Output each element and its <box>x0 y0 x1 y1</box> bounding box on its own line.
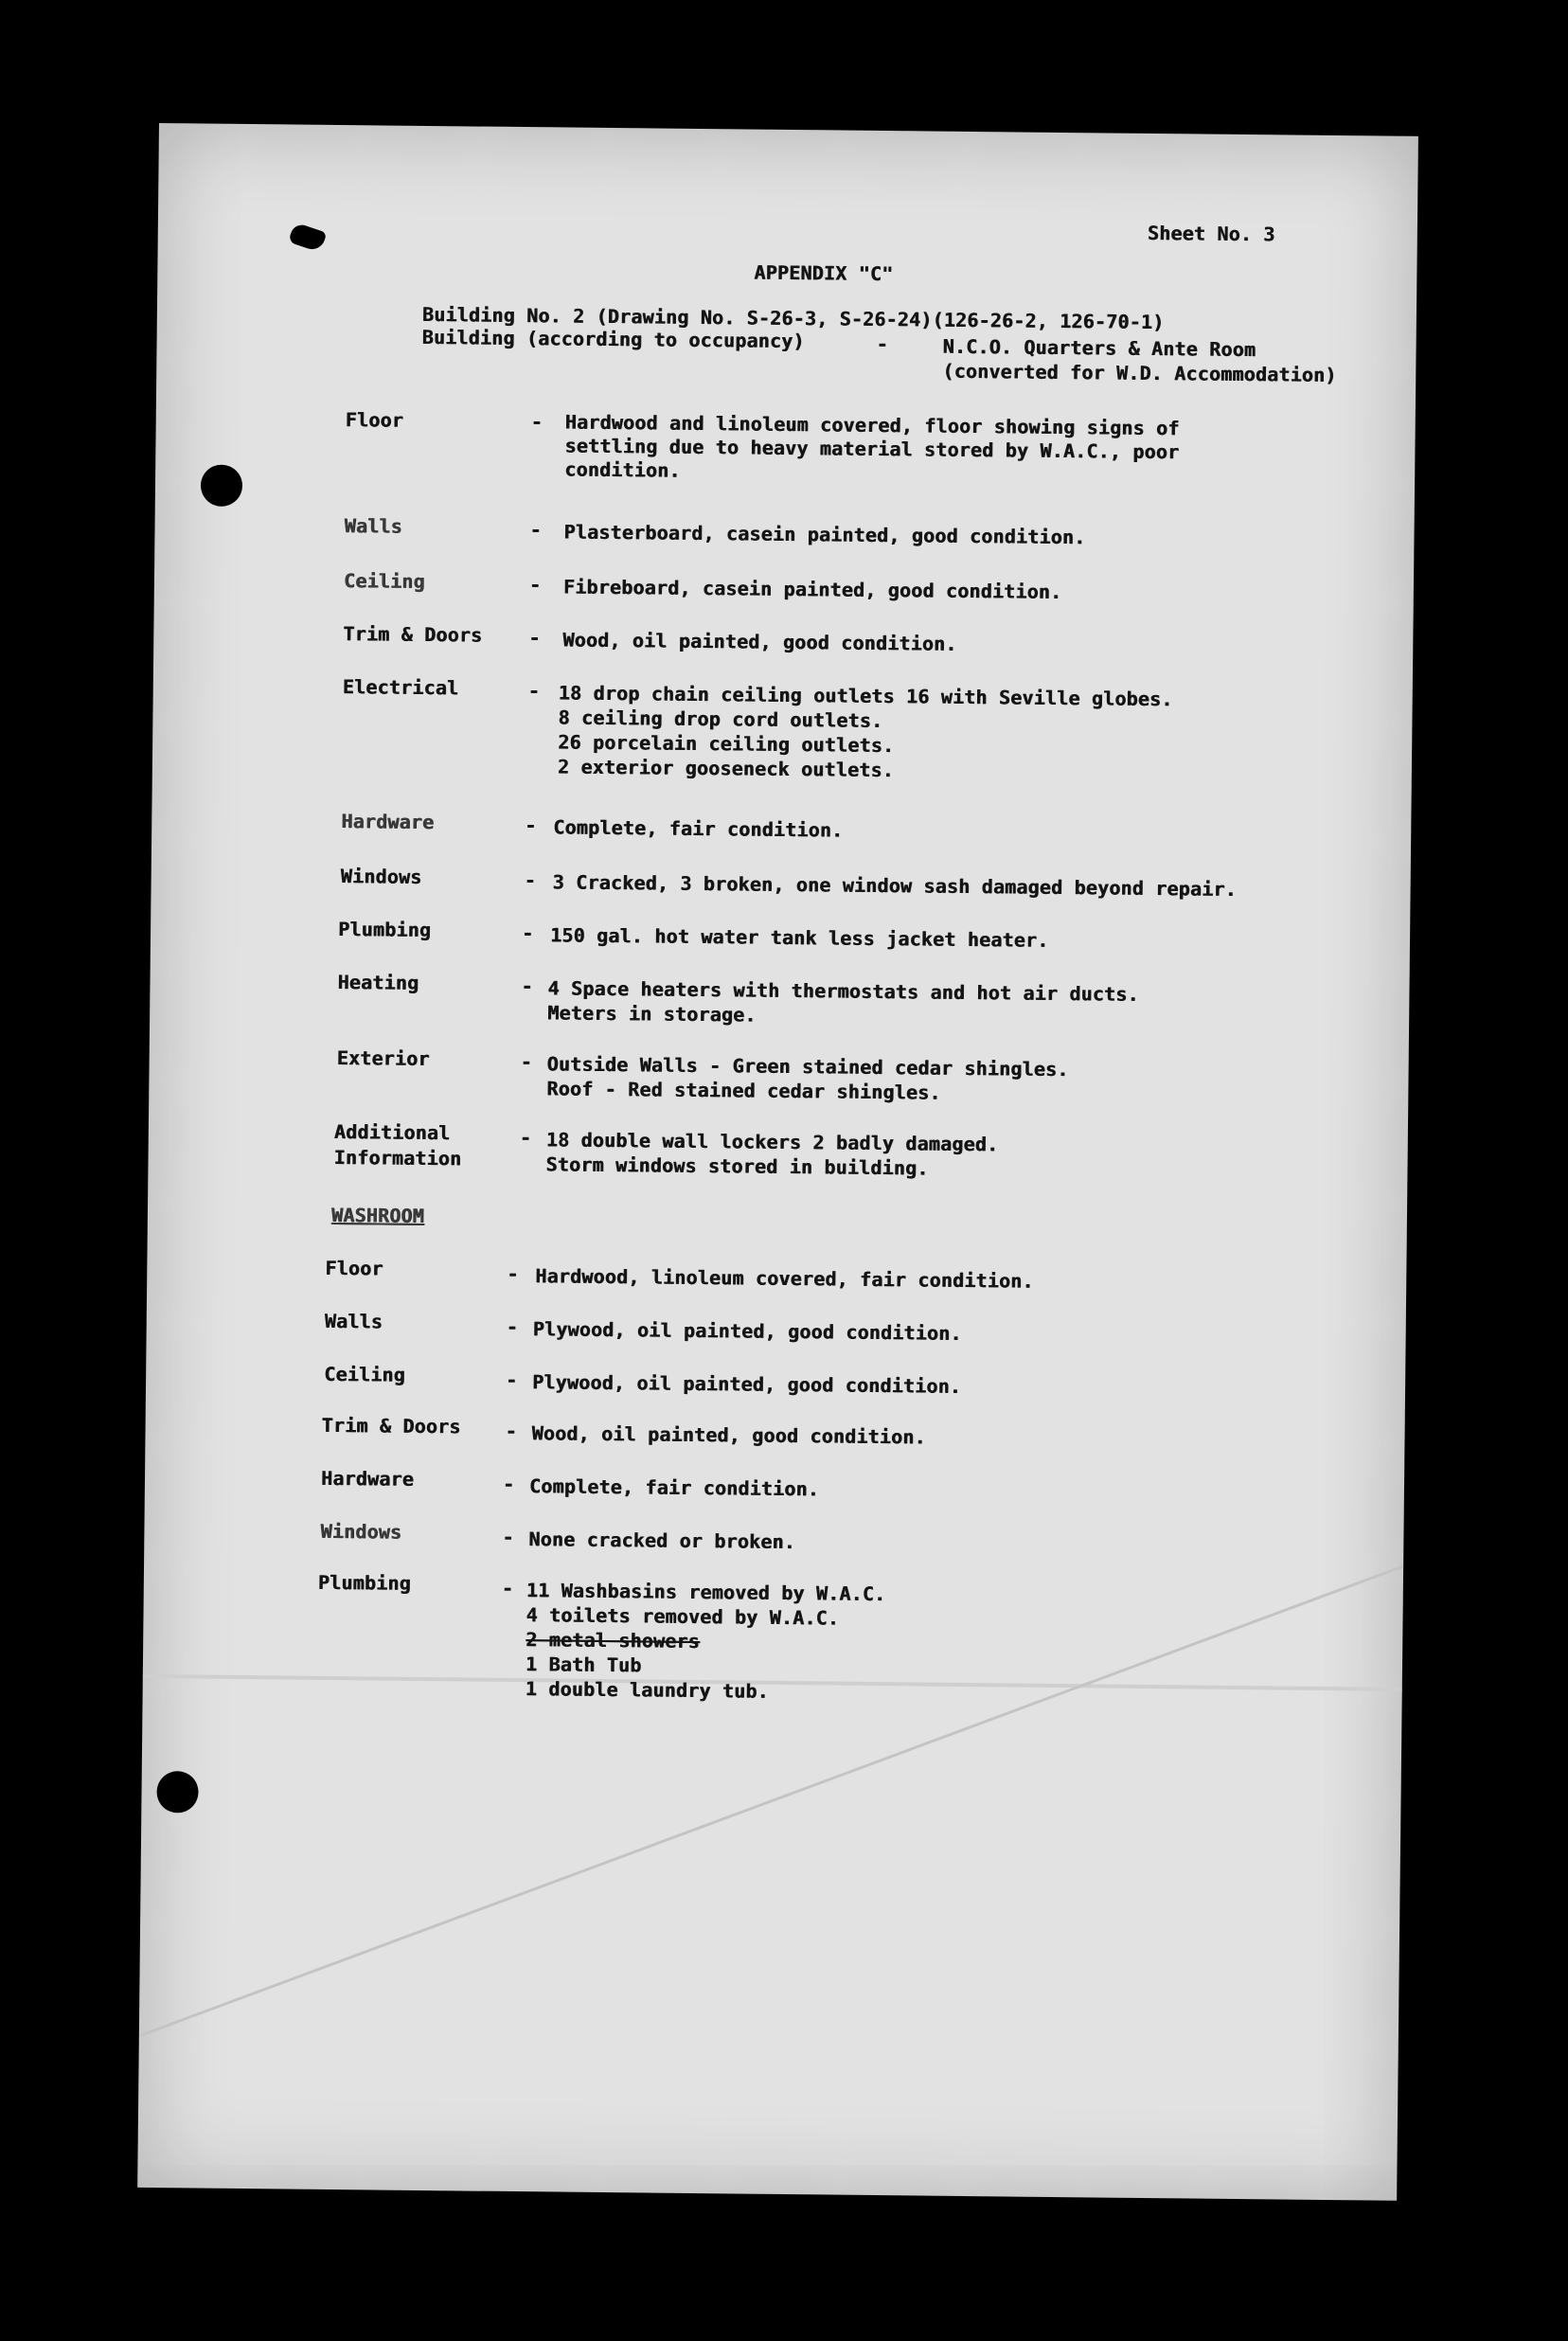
section-line: 1 double laundry tub. <box>525 1677 769 1703</box>
section-dash: - <box>529 518 542 542</box>
section-dash: - <box>519 1126 532 1150</box>
section-line: 4 toilets removed by W.A.C. <box>526 1603 840 1630</box>
section-line: Complete, fair condition. <box>553 815 844 842</box>
section-dash: - <box>501 1576 514 1600</box>
building-number-line: Building No. 2 (Drawing No. S-26-3, S-26-24)(126-26-2, 126-70-1) <box>421 302 1165 334</box>
section-dash: - <box>528 573 542 597</box>
section-dash: - <box>528 626 541 650</box>
section-line: Roof - Red stained cedar shingles. <box>546 1077 941 1104</box>
section-line: condition. <box>564 457 681 482</box>
section-dash: - <box>527 679 541 703</box>
section-line: 2 metal showers <box>526 1628 700 1653</box>
section-line: 18 double wall lockers 2 badly damaged. <box>545 1128 999 1156</box>
section-dash: - <box>507 1261 519 1286</box>
section-line: Plywood, oil painted, good condition. <box>531 1370 962 1398</box>
section-label: Windows <box>320 1519 402 1544</box>
section-line: 4 Space heaters with thermostats and hot air ducts. <box>547 976 1139 1006</box>
section-line: Hardwood and linoleum covered, floor showing signs of <box>564 410 1180 440</box>
section-line: 1 Bath Tub <box>525 1653 642 1677</box>
section-label: Ceiling <box>324 1362 405 1386</box>
section-label: Exterior <box>336 1046 430 1071</box>
section-line: None cracked or broken. <box>528 1528 796 1554</box>
section-dash: - <box>505 1419 517 1443</box>
section-label: Hardware <box>320 1466 415 1491</box>
section-label: Walls <box>324 1309 383 1333</box>
section-line: 3 Cracked, 3 broken, one window sash damaged beyond repair. <box>552 870 1237 901</box>
section-line: Storm windows stored in building. <box>545 1153 929 1180</box>
section-line: Outside Walls - Green stained cedar shingles. <box>546 1052 1069 1081</box>
section-line: Wood, oil painted, good condition. <box>562 628 957 655</box>
section-line: Hardwood, linoleum covered, fair condition. <box>535 1264 1034 1293</box>
section-label: Floor <box>345 408 404 432</box>
section-dash: - <box>521 974 533 998</box>
washroom-heading: WASHROOM <box>330 1203 424 1227</box>
section-label: Walls <box>344 514 402 538</box>
section-label: Hardware <box>341 810 435 834</box>
section-dash: - <box>525 813 537 837</box>
section-line: 8 ceiling drop cord outlets. <box>558 706 883 733</box>
section-line: 11 Washbasins removed by W.A.C. <box>526 1579 886 1606</box>
punch-hole-bottom <box>156 1771 198 1813</box>
section-dash: - <box>502 1472 515 1496</box>
section-line: 26 porcelain ceiling outlets. <box>558 730 895 758</box>
section-line: 2 exterior gooseneck outlets. <box>557 755 895 782</box>
building-occupancy-label: Building (according to occupancy) <box>421 325 805 353</box>
building-conversion-note: (converted for W.D. Accommodation) <box>942 359 1337 387</box>
section-line: 150 gal. hot water tank less jacket heater. <box>549 923 1049 952</box>
section-label: Windows <box>340 865 422 888</box>
section-label: Floor <box>325 1256 383 1280</box>
section-line: 18 drop chain ceiling outlets 16 with Seville globes. <box>558 681 1173 711</box>
section-dash: - <box>505 1367 518 1392</box>
section-line: Plasterboard, casein painted, good condition. <box>563 520 1086 549</box>
section-label: Trim & Doors <box>321 1413 461 1439</box>
section-label: Additional Information <box>333 1119 462 1170</box>
section-label: Electrical <box>342 675 459 700</box>
section-dash: - <box>524 868 537 892</box>
sheet-number: Sheet No. 3 <box>1147 221 1275 246</box>
section-label: Heating <box>337 971 419 994</box>
building-occupancy-value: N.C.O. Quarters & Ante Room <box>942 334 1256 362</box>
punch-hole-top <box>201 464 242 506</box>
section-dash: - <box>506 1314 519 1339</box>
appendix-title: APPENDIX "C" <box>754 260 894 286</box>
document-page <box>137 123 1418 2201</box>
section-dash: - <box>520 1050 533 1074</box>
section-label: Ceiling <box>343 569 425 593</box>
section-line: Fibreboard, casein painted, good condition. <box>562 575 1062 604</box>
section-line: settling due to heavy material stored by W.A.C., poor <box>564 434 1180 464</box>
section-line: Wood, oil painted, good condition. <box>531 1421 926 1449</box>
section-line: Complete, fair condition. <box>528 1474 820 1501</box>
section-dash: - <box>502 1525 514 1549</box>
section-line: Plywood, oil painted, good condition. <box>532 1317 962 1345</box>
section-label: Plumbing <box>337 918 432 942</box>
section-line: Meters in storage. <box>547 1001 757 1027</box>
building-occupancy-dash: - <box>876 331 888 356</box>
section-label: Trim & Doors <box>343 622 483 647</box>
section-label: Plumbing <box>317 1570 411 1595</box>
section-dash: - <box>530 410 543 434</box>
section-dash: - <box>521 921 534 945</box>
